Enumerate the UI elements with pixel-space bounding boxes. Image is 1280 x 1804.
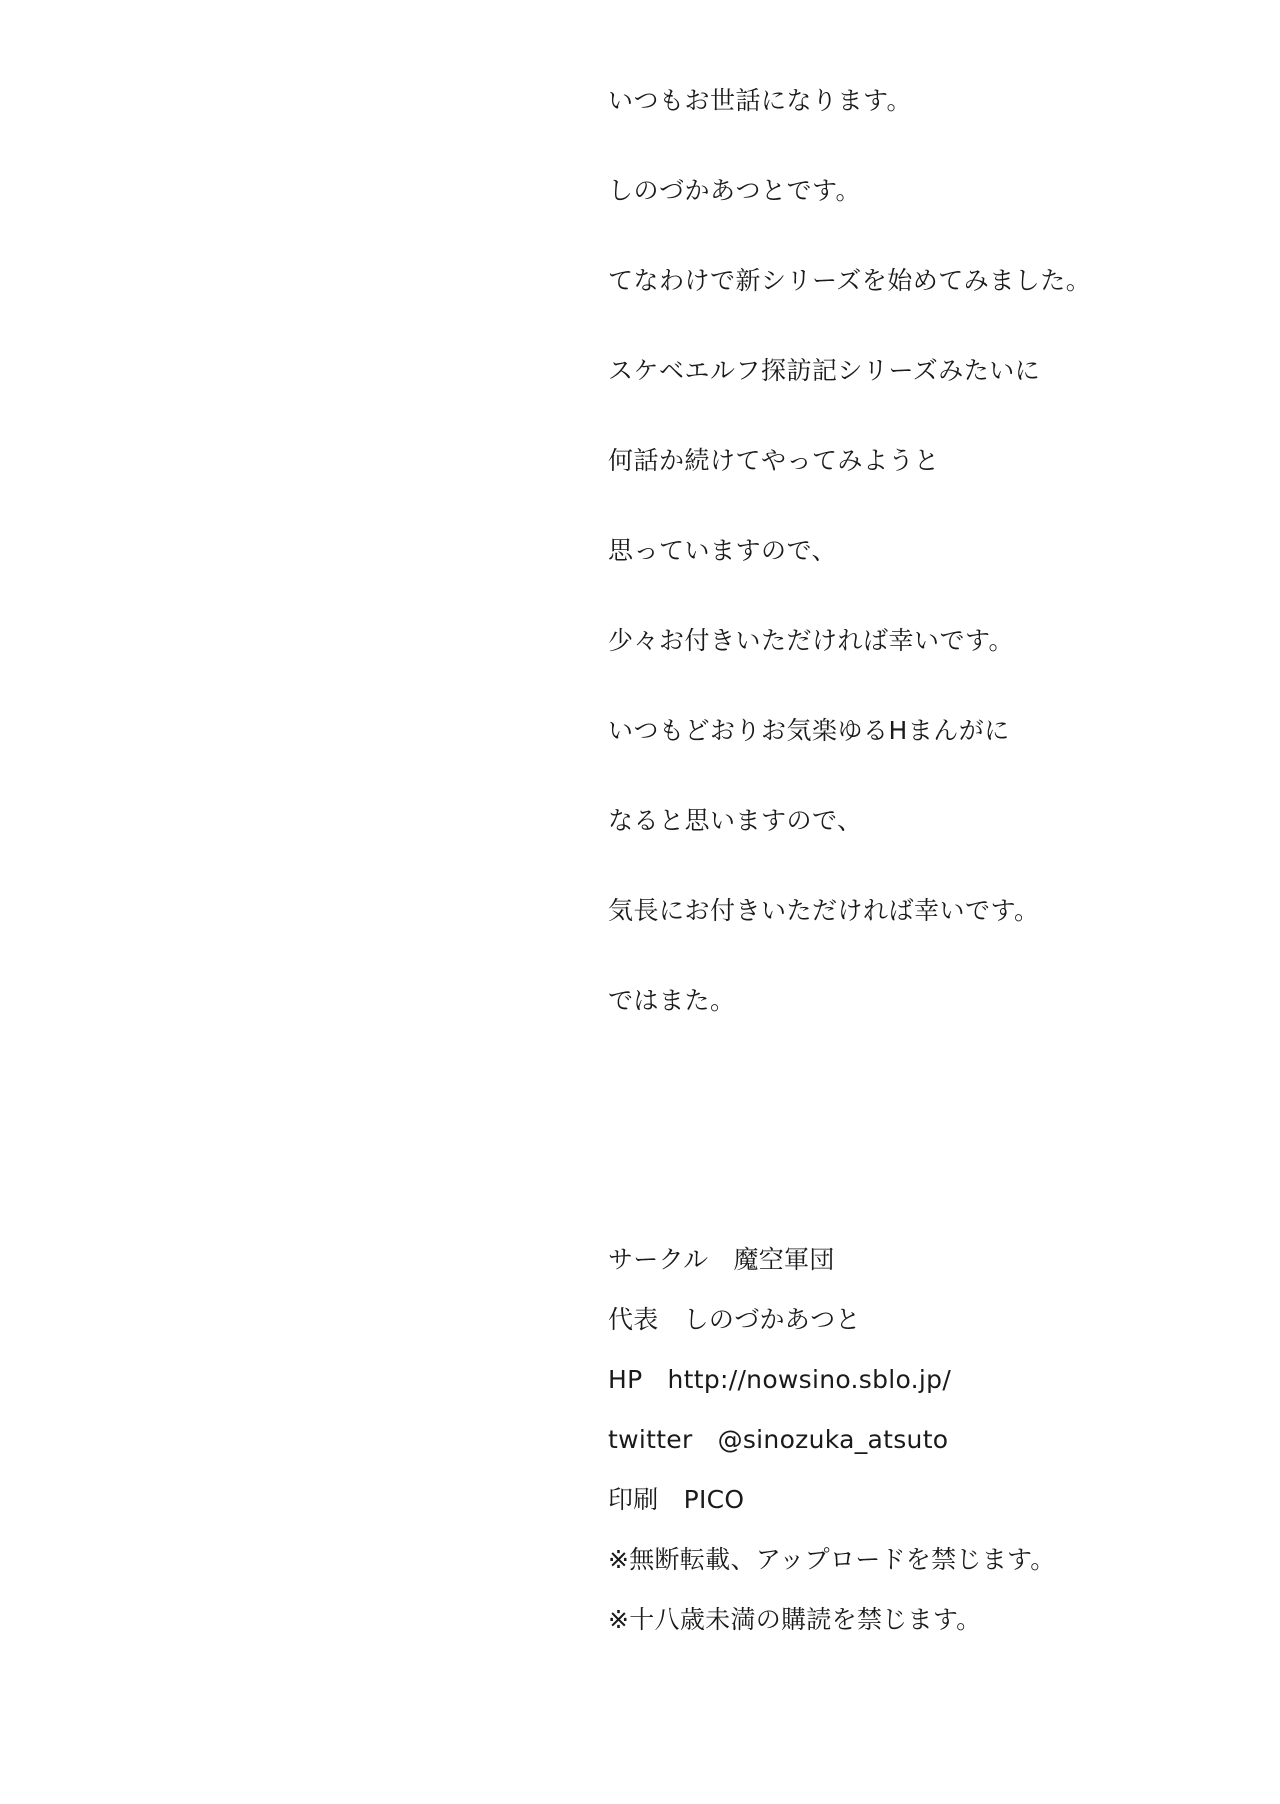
message-line: ではまた。: [608, 986, 736, 1015]
message-line: 気長にお付きいただければ幸いです。: [608, 896, 1040, 925]
notice-no-reprint: ※無断転載、アップロードを禁じます。: [608, 1545, 1056, 1574]
notice-age-restriction: ※十八歳未満の購読を禁じます。: [608, 1605, 982, 1634]
twitter-handle: @sinozuka_atsuto: [717, 1425, 949, 1454]
printer-name: PICO: [683, 1485, 745, 1514]
circle-name: 魔空軍団: [733, 1245, 835, 1274]
colophon-representative: [608, 1303, 1248, 1337]
homepage-url: http://nowsino.sblo.jp/: [667, 1365, 952, 1394]
colophon-circle: [608, 1243, 1248, 1277]
message-line: しのづかあつとです。: [608, 176, 862, 205]
message-line: てなわけで新シリーズを始めてみました。: [608, 266, 1092, 295]
colophon: [608, 1243, 1248, 1663]
colophon-twitter: [608, 1423, 1248, 1457]
circle-label: サークル: [608, 1245, 709, 1274]
message-line: 思っていますので、: [608, 536, 838, 565]
representative-label: 代表: [608, 1305, 659, 1334]
message-line: 何話か続けてやってみようと: [608, 446, 940, 475]
twitter-label: twitter: [608, 1425, 693, 1454]
afterword-message: [608, 84, 1248, 1074]
message-line: なると思いますので、: [608, 806, 863, 835]
printing-label: 印刷: [608, 1485, 659, 1514]
message-line: 少々お付きいただければ幸いです。: [608, 626, 1015, 655]
message-line: いつもお世話になります。: [608, 86, 913, 115]
representative-name: しのづかあつと: [683, 1305, 861, 1334]
colophon-printing: [608, 1483, 1248, 1517]
message-line: いつもどおりお気楽ゆるHまんがに: [608, 716, 1010, 745]
homepage-label: HP: [608, 1365, 643, 1394]
colophon-homepage: [608, 1363, 1248, 1397]
message-line: スケベエルフ探訪記シリーズみたいに: [608, 356, 1041, 385]
